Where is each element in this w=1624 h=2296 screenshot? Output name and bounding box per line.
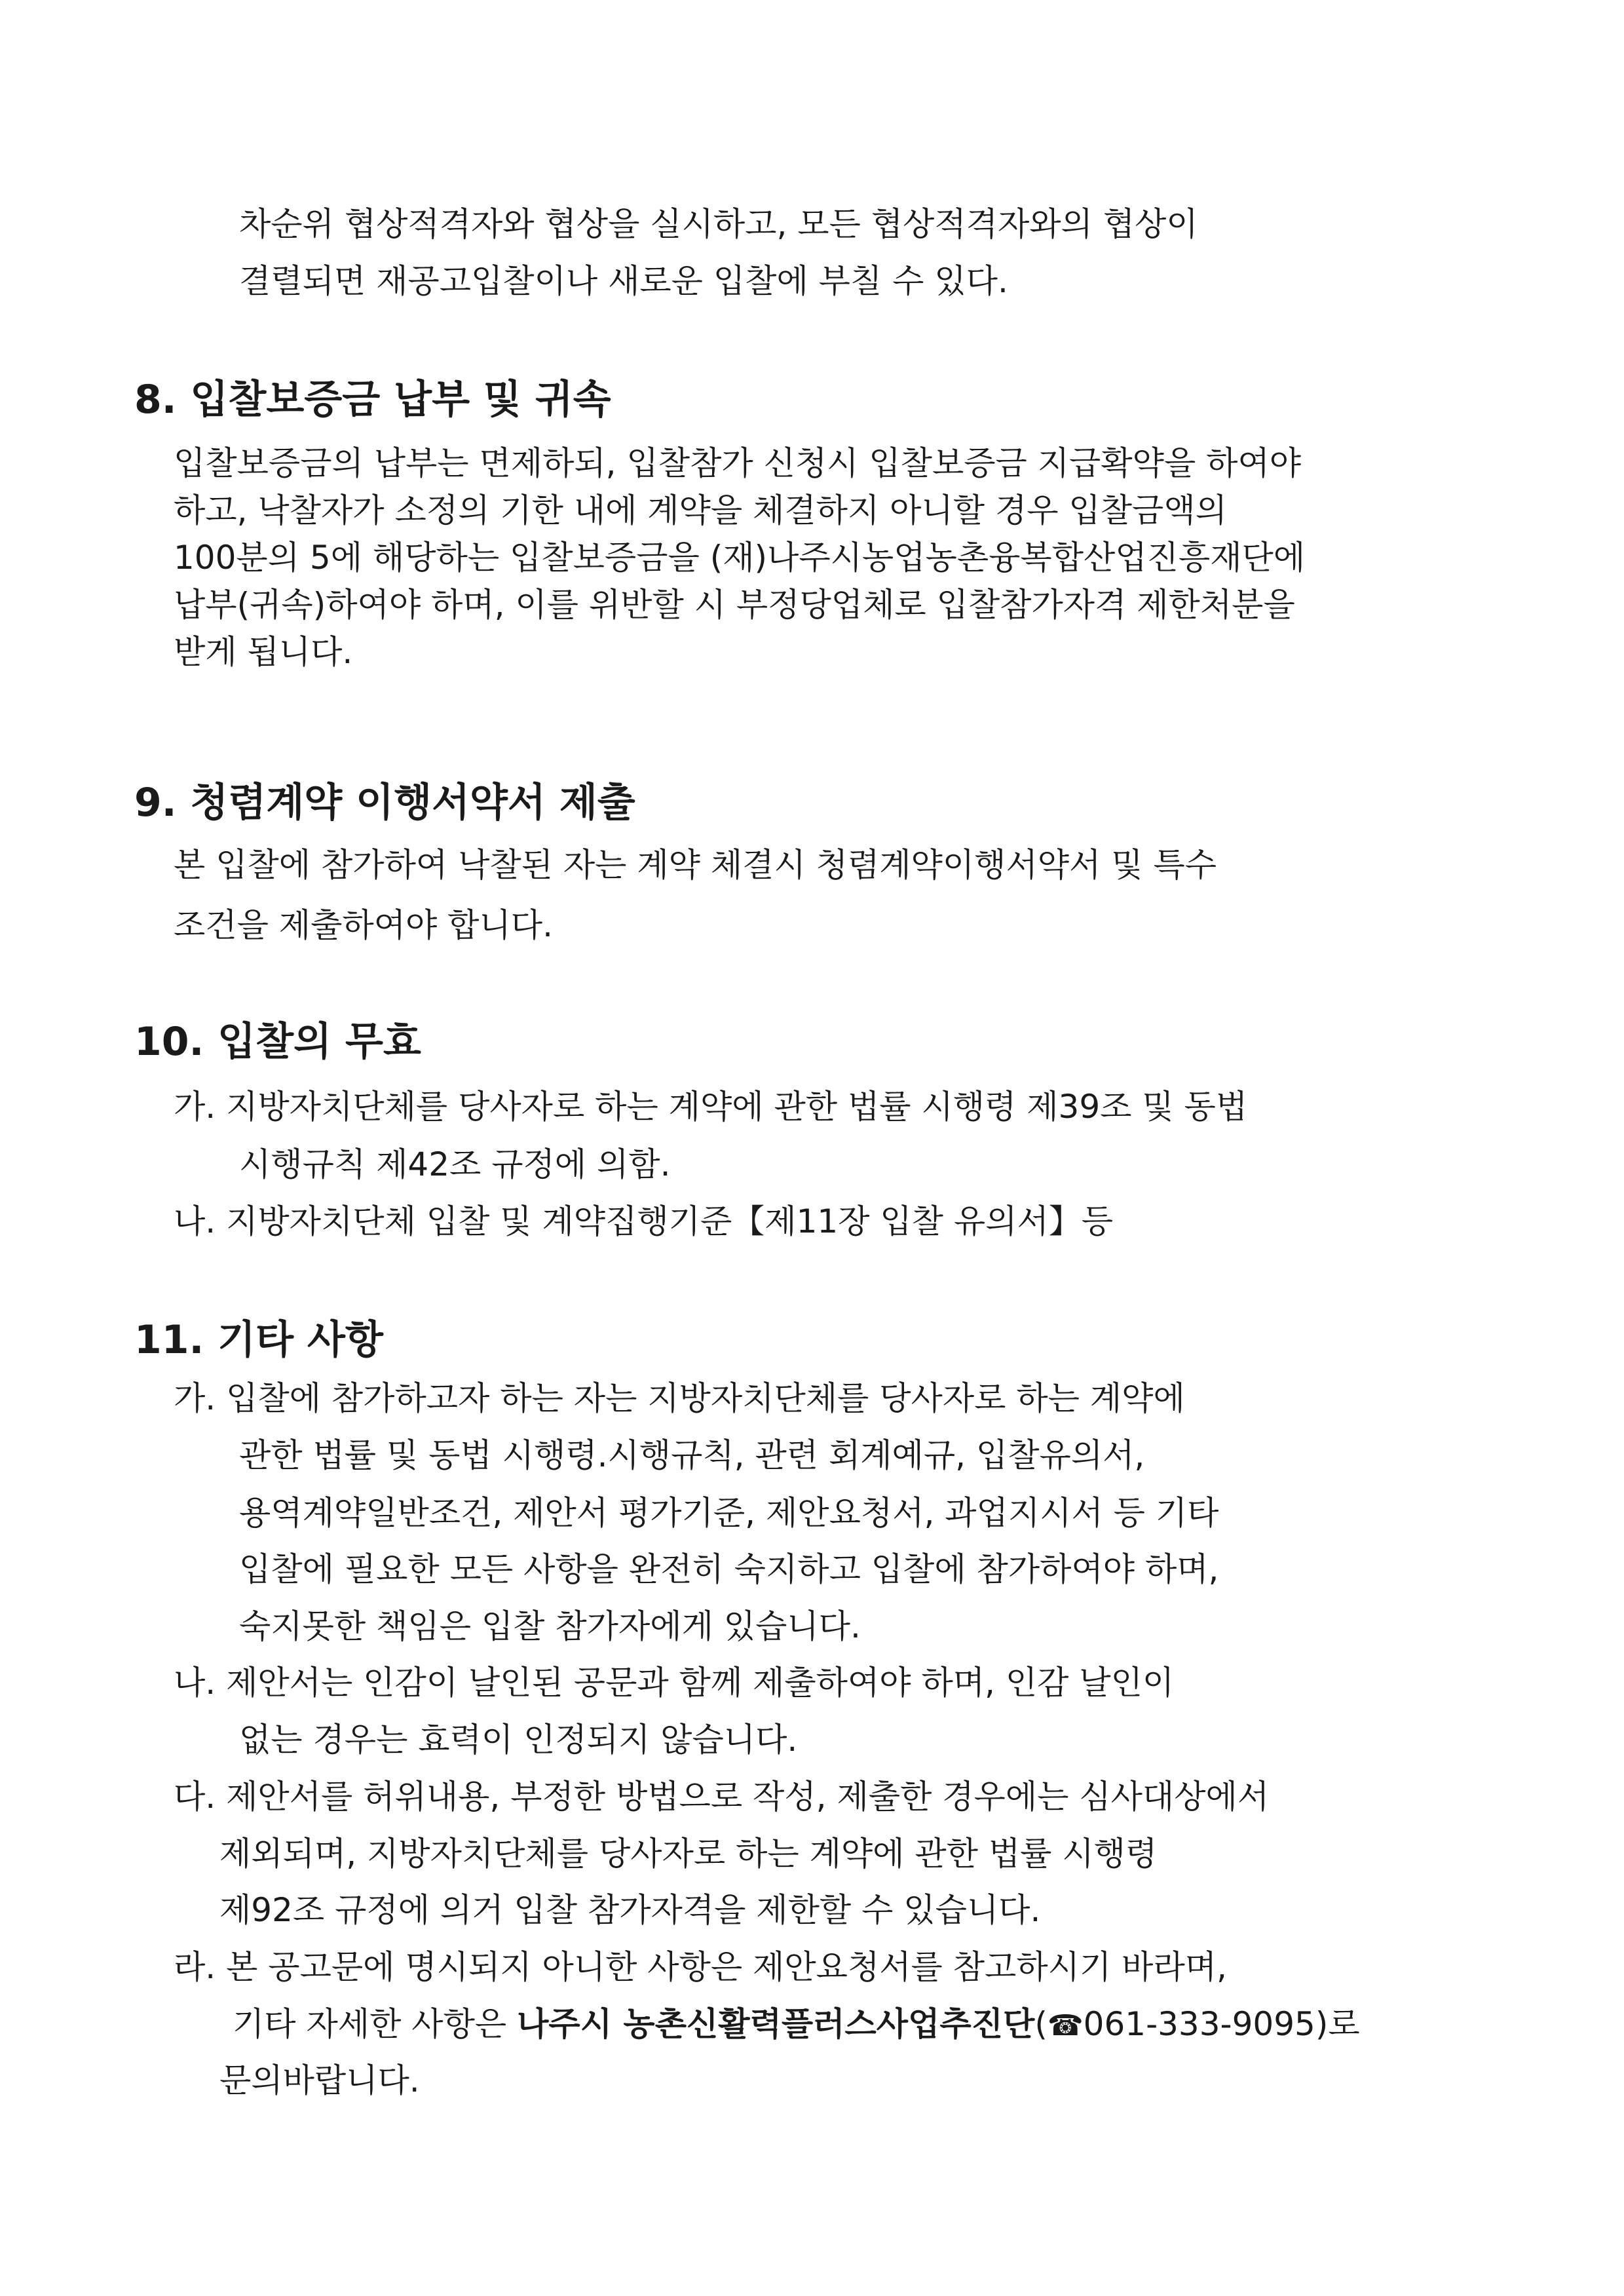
section-10-title: 10. 입찰의 무효 [134,1019,421,1065]
section-11-line-7: 없는 경우는 효력이 인정되지 않습니다. [239,1721,798,1759]
section-11-line-8: 다. 제안서를 허위내용, 부정한 방법으로 작성, 제출한 경우에는 심사대상에서 [174,1778,1270,1816]
carryover-line-2: 결렬되면 재공고입찰이나 새로운 입찰에 부칠 수 있다. [239,262,1008,300]
section-10-line-3: 나. 지방자치단체 입찰 및 계약집행기준【제11장 입찰 유의서】등 [174,1202,1114,1240]
section-11-contact-line [233,2000,1360,2050]
section-11-title: 11. 기타 사항 [134,1317,383,1363]
carryover-line-1: 차순위 협상적격자와 협상을 실시하고, 모든 협상적격자와의 협상이 [239,205,1198,243]
contact-organization: 나주시 농촌신활력플러스사업추진단 [517,2005,1035,2043]
section-11-line-10: 제92조 규정에 의거 입찰 참가자격을 제한할 수 있습니다. [219,1891,1041,1929]
section-9-line-1: 본 입찰에 참가하여 낙찰된 자는 계약 체결시 청렴계약이행서약서 및 특수 [174,846,1217,884]
phone-icon: ☎ [1047,2009,1084,2042]
section-11-line-12: 문의바랍니다. [219,2061,420,2099]
section-8-title: 8. 입찰보증금 납부 및 귀속 [134,377,611,423]
section-8-line-4: 납부(귀속)하여야 하며, 이를 위반할 시 부정당업체로 입찰참가자격 제한처분을 [174,586,1295,624]
section-8-line-3: 100분의 5에 해당하는 입찰보증금을 (재)나주시농업농촌융복합산업진흥재단에 [174,539,1306,577]
contact-open-paren: ( [1034,2005,1048,2043]
section-9-title: 9. 청렴계약 이행서약서 제출 [134,780,635,826]
section-11-line-3: 용역계약일반조건, 제안서 평가기준, 제안요청서, 과업지시서 등 기타 [239,1494,1219,1532]
section-8-line-1: 입찰보증금의 납부는 면제하되, 입찰참가 신청시 입찰보증금 지급확약을 하여야 [174,444,1302,482]
section-10-line-2: 시행규칙 제42조 규정에 의함. [239,1145,671,1183]
contact-prefix: 기타 자세한 사항은 [233,2005,518,2043]
section-8-line-5: 받게 됩니다. [174,633,353,671]
section-11-line-9: 제외되며, 지방자치단체를 당사자로 하는 계약에 관한 법률 시행령 [219,1835,1158,1873]
contact-phone: 061-333-9095 [1083,2005,1315,2043]
contact-suffix: )로 [1315,2005,1360,2043]
section-9-line-2: 조건을 제출하여야 합니다. [174,906,553,944]
section-11-line-11: 라. 본 공고문에 명시되지 아니한 사항은 제안요청서를 참고하시기 바라며, [174,1948,1227,1986]
section-11-line-4: 입찰에 필요한 모든 사항을 완전히 숙지하고 입찰에 참가하여야 하며, [239,1550,1219,1588]
section-11-line-2: 관한 법률 및 동법 시행령.시행규칙, 관련 회계예규, 입찰유의서, [239,1436,1145,1474]
section-11-line-1: 가. 입찰에 참가하고자 하는 자는 지방자치단체를 당사자로 하는 계약에 [174,1379,1185,1417]
section-11-line-5: 숙지못한 책임은 입찰 참가자에게 있습니다. [239,1607,861,1645]
section-11-line-6: 나. 제안서는 인감이 날인된 공문과 함께 제출하여야 하며, 인감 날인이 [174,1664,1175,1702]
section-10-line-1: 가. 지방자치단체를 당사자로 하는 계약에 관한 법률 시행령 제39조 및 동법 [174,1088,1248,1126]
section-8-line-2: 하고, 낙찰자가 소정의 기한 내에 계약을 체결하지 아니할 경우 입찰금액의 [174,491,1227,529]
